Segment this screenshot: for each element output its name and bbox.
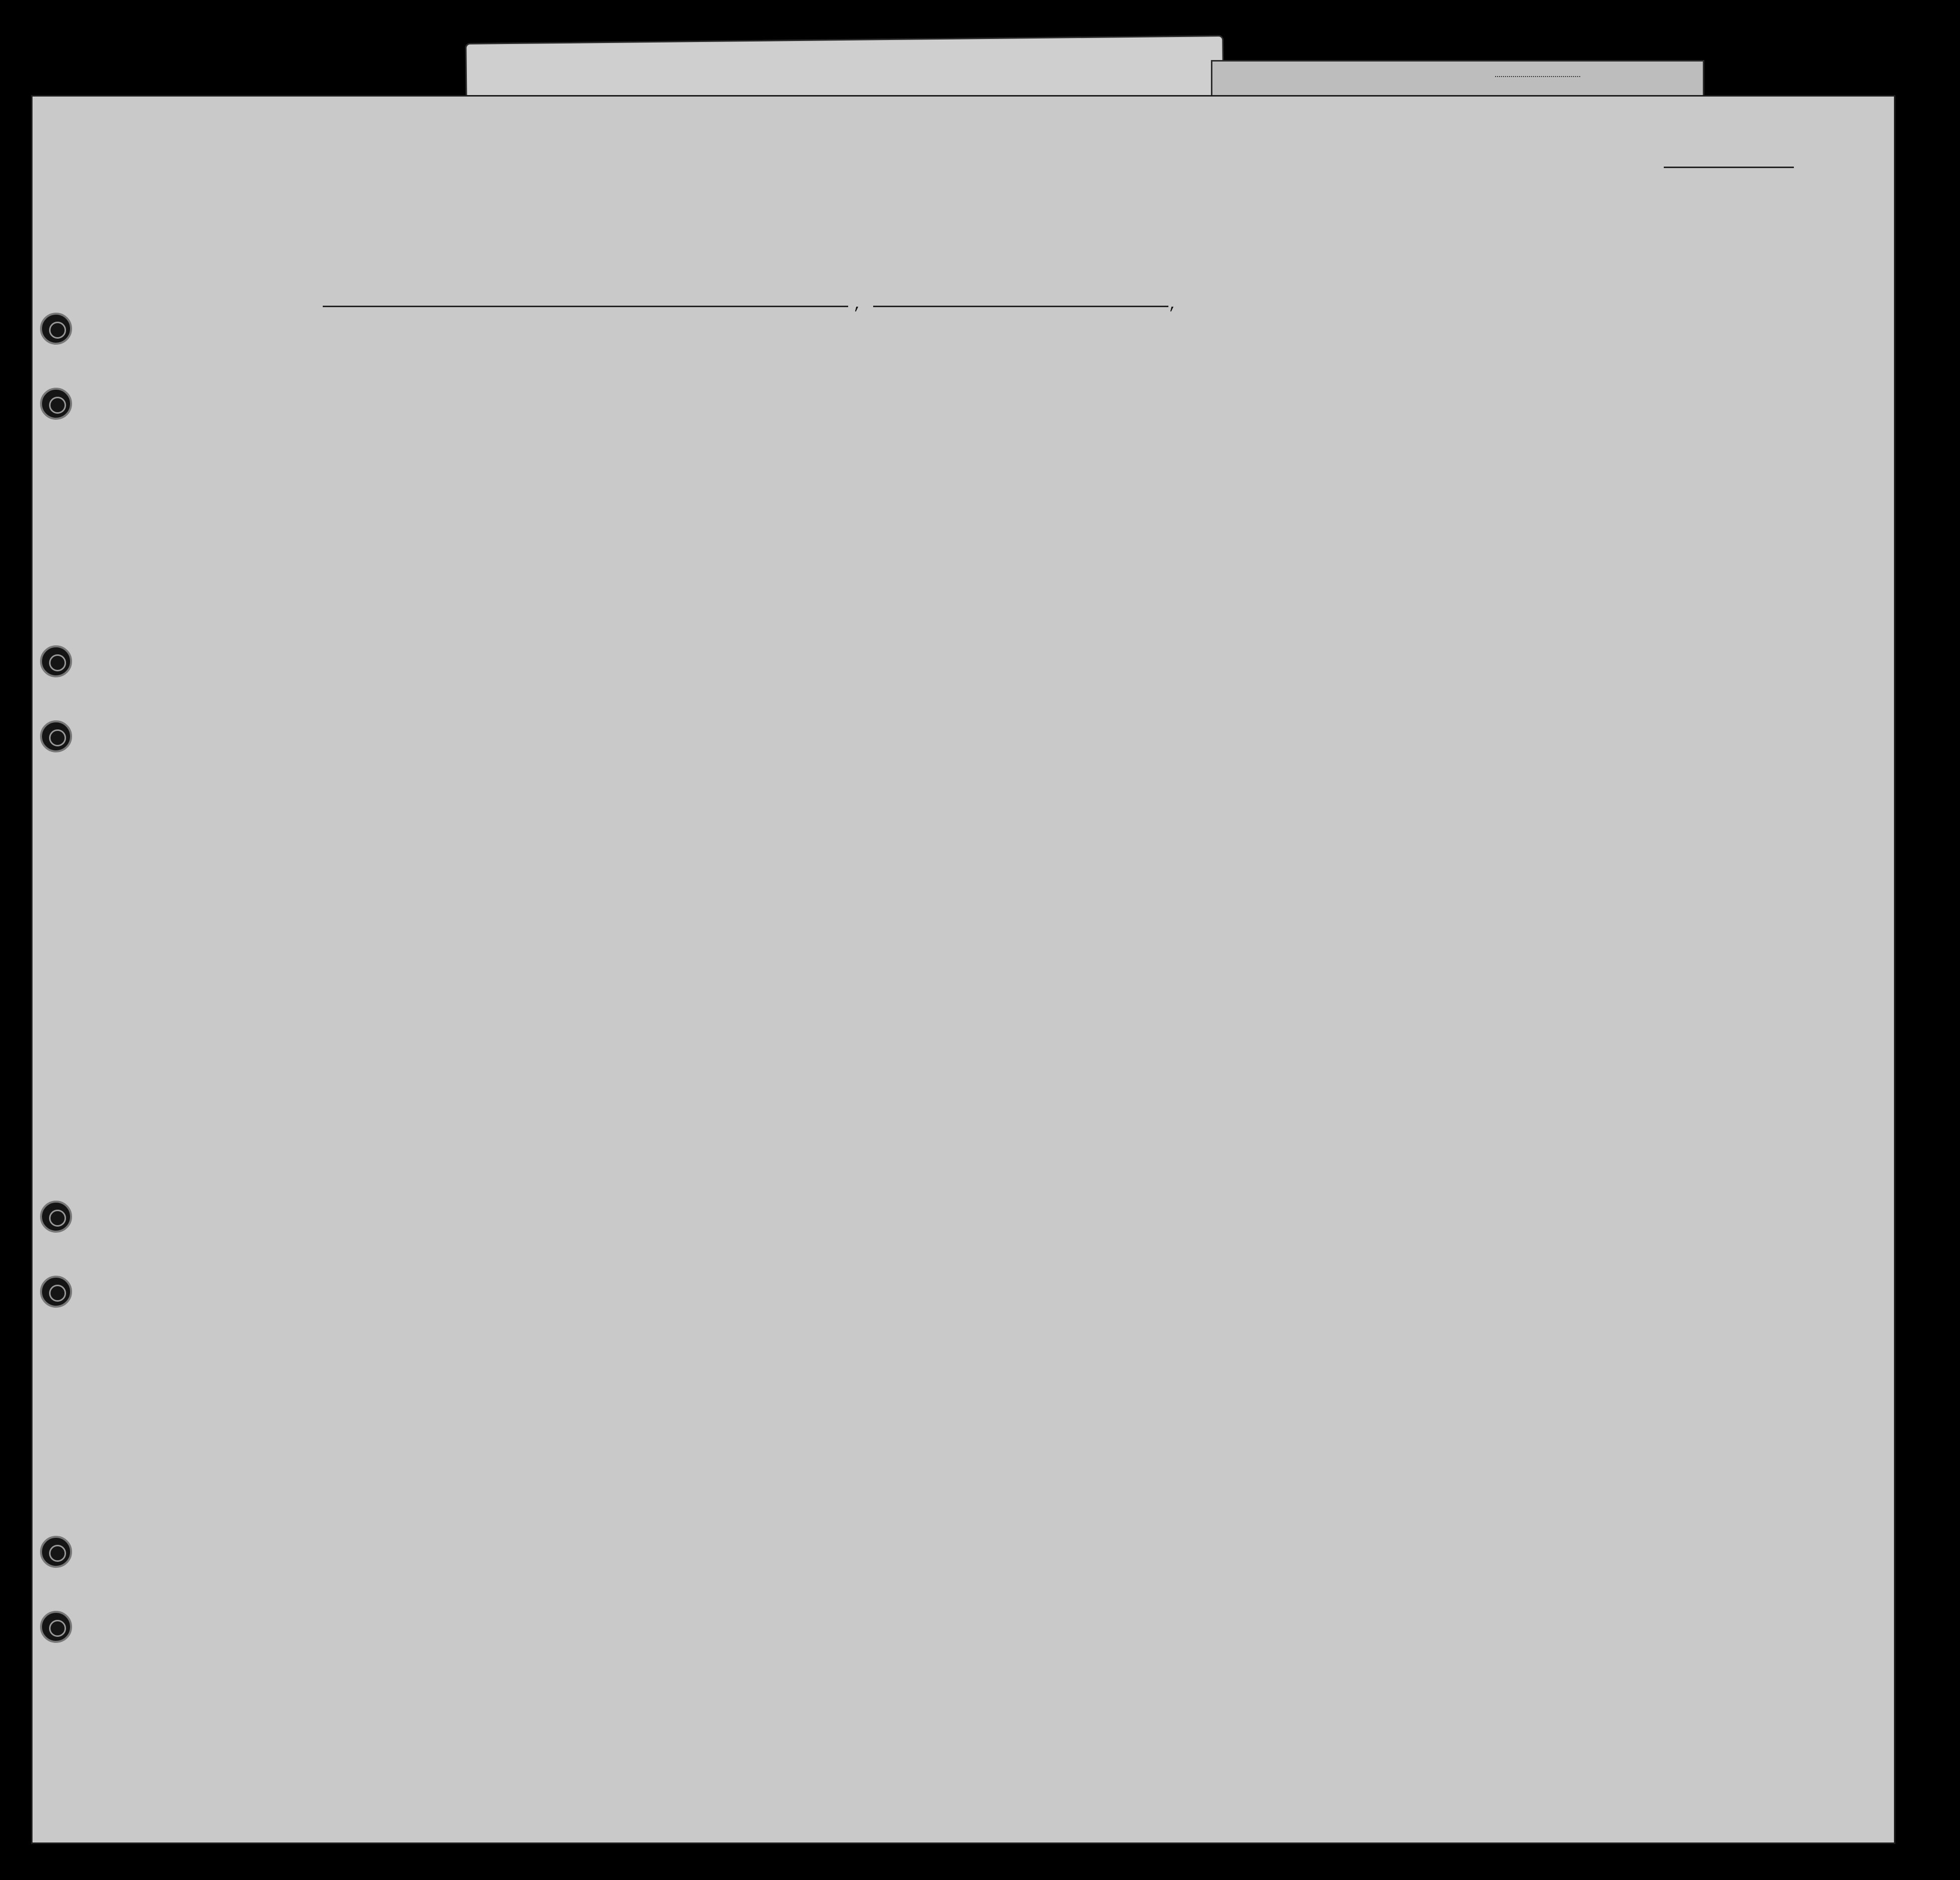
manifest-sheet: , , (31, 95, 1895, 1844)
